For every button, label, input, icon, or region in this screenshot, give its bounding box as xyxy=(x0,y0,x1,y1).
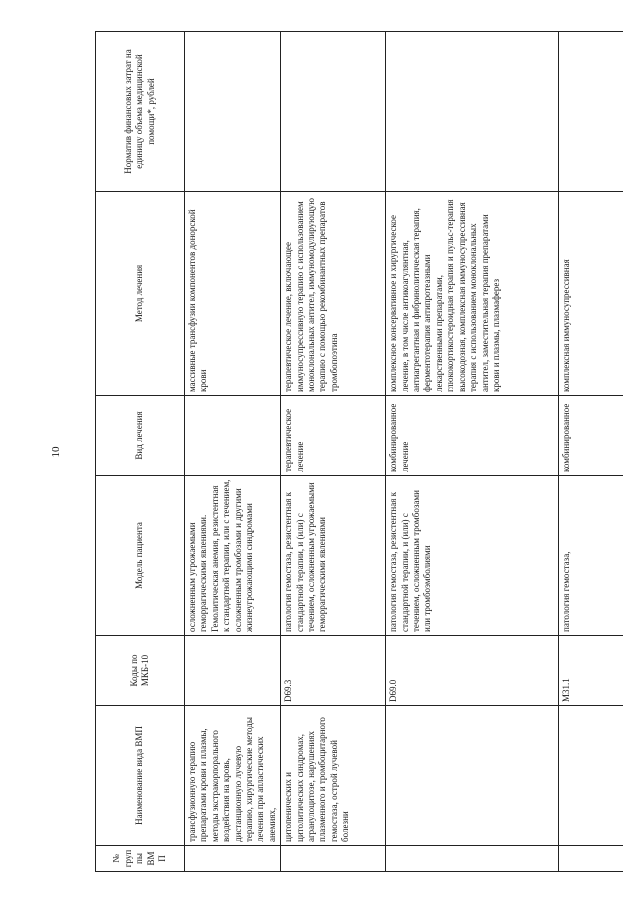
table-row xyxy=(281,32,386,872)
cell-treatment-method: комплексное консервативное и хирургическое лечение, в том числе антикоагулянтная, антиагрегантная и фибринолитическая терапия, ферментотерапия антипротеазными лекарственными препаратами, глюкокортикостероидная терапия и пульс-терапия высокодозная, комплексная иммуносупрессивная терапия с использованием моноклональных антител, заместительная терапия препаратами крови и плазмы, плазмаферез xyxy=(386,192,559,396)
cell-patient-model: патология гемостаза, резистентная к стандартной терапии, и (или) с течением, осложненным тромбозами или тромбоэмболиями xyxy=(386,476,559,636)
header-vmp-name: Наименование вида ВМП xyxy=(96,706,185,846)
table-row xyxy=(185,32,281,872)
header-treatment-type: Вид лечения xyxy=(96,396,185,476)
cell-patient-model: осложненным угрожаемыми геморрагическими явлениями. Гемолитическая анемия, резистентная к стандартной терапии, или с течением, осложненным тромбозами и другими жизнеугрожающими синдромами xyxy=(185,476,281,636)
cell-treatment-type: комбинированное лечение xyxy=(386,396,559,476)
vmp-table xyxy=(95,31,623,872)
header-cost-norm: Норматив финансовых затрат на единицу объема медицинской помощи*, рублей xyxy=(96,32,185,192)
cell-treatment-method: комплексная иммуносупрессивная xyxy=(559,192,624,396)
cell-cost xyxy=(281,32,386,192)
rotated-page-content xyxy=(95,32,615,872)
cell-treatment-type xyxy=(185,396,281,476)
header-treatment-method: Метод лечения xyxy=(96,192,185,396)
cell-group-no xyxy=(185,846,281,872)
header-icd-codes: Коды по МКБ-10 xyxy=(96,636,185,706)
cell-cost xyxy=(185,32,281,192)
cell-group-no xyxy=(281,846,386,872)
cell-icd: D69.0 xyxy=(386,636,559,706)
cell-vmp-name: трансфузионную терапию препаратами крови и плазмы, методы экстракорпорального воздействия на кровь, дистанционную лучевую терапию, хирургические методы лечения при апластических анемиях, xyxy=(185,706,281,846)
cell-patient-model: патология гемостаза, xyxy=(559,476,624,636)
cell-icd: M31.1 xyxy=(559,636,624,706)
cell-vmp-name xyxy=(386,706,559,846)
page-number: 10 xyxy=(50,446,62,458)
cell-group-no xyxy=(559,846,624,872)
cell-vmp-name: цитопенических и цитолитических синдромах, агранулоцитозе, нарушениях плазменного и тромбоцитарного гемостаза, острой лучевой болезни xyxy=(281,706,386,846)
cell-cost xyxy=(386,32,559,192)
header-patient-model: Модель пациента xyxy=(96,476,185,636)
cell-group-no xyxy=(386,846,559,872)
table-header-row xyxy=(96,32,185,872)
cell-vmp-name xyxy=(559,706,624,846)
cell-treatment-type: комбинированное xyxy=(559,396,624,476)
cell-treatment-method: массивные трансфузии компонентов донорской крови xyxy=(185,192,281,396)
cell-treatment-type: терапевтическое лечение xyxy=(281,396,386,476)
table-row xyxy=(386,32,559,872)
cell-cost xyxy=(559,32,624,192)
cell-treatment-method: терапевтическое лечение, включающее иммуносупрессивную терапию с использованием моноклональных антител, иммуномодулирующую терапию с помощью рекомбинантных препаратов тромбопоэтина xyxy=(281,192,386,396)
cell-icd: D69.3 xyxy=(281,636,386,706)
cell-patient-model: патология гемостаза, резистентная к стандартной терапии, и (или) с течением, осложненным угрожаемыми геморрагическими явлениями xyxy=(281,476,386,636)
table-row xyxy=(559,32,624,872)
header-group-no: № группы ВМП xyxy=(96,846,185,872)
cell-icd xyxy=(185,636,281,706)
